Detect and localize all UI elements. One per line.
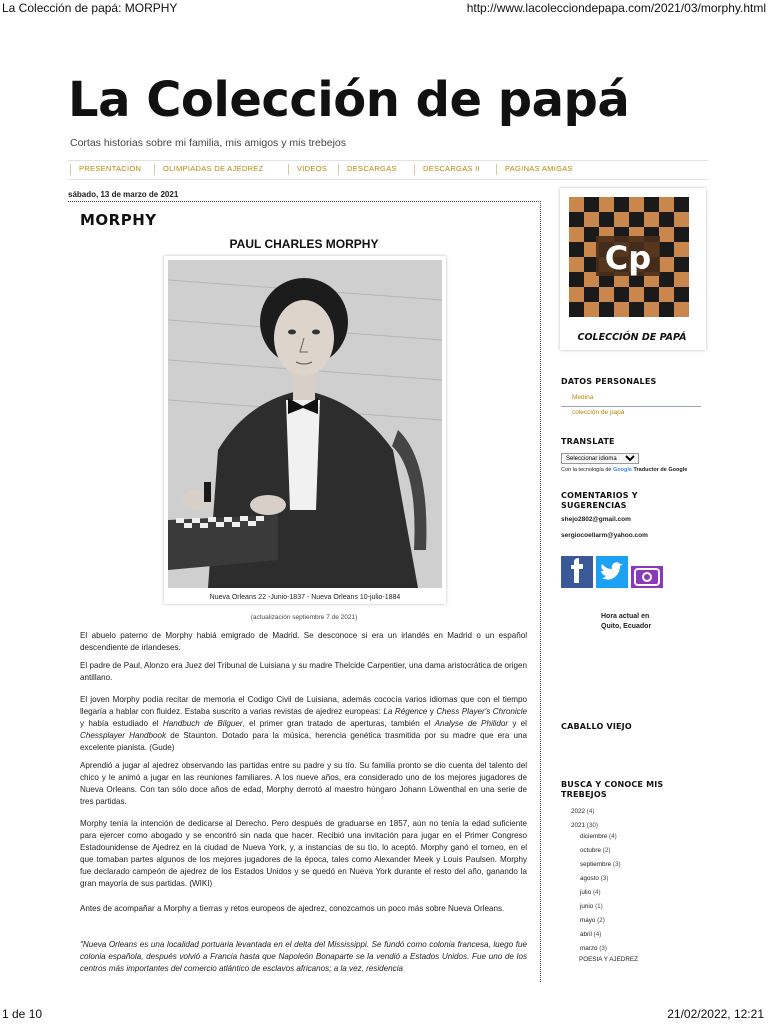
chessboard-square: [569, 212, 584, 227]
chessboard-square: [584, 287, 599, 302]
top-navigation: [68, 160, 708, 180]
morphy-portrait[interactable]: [164, 256, 446, 604]
chessboard-square: [659, 287, 674, 302]
archive-month[interactable]: [580, 931, 601, 938]
chessboard-square: [629, 287, 644, 302]
chessboard-square: [644, 302, 659, 317]
chessboard-square: [659, 197, 674, 212]
chessboard-square: [674, 287, 689, 302]
archive-label: abril: [580, 931, 592, 938]
archive-label: 2021: [571, 822, 586, 829]
archive-year-2021[interactable]: [571, 822, 598, 829]
widget-title-caballo: CABALLO VIEJO: [561, 722, 632, 731]
print-footer: [0, 1006, 768, 1024]
blog-title[interactable]: La Colección de papá: [68, 72, 630, 128]
chessboard-square: [599, 212, 614, 227]
nav-item-presentacion[interactable]: PRESENTACION: [70, 164, 141, 175]
chessboard-square: [569, 197, 584, 212]
post-paragraph: El abuelo paterno de Morphy habiá emigrado de Madrid. Se desconoce si era un irlandés en Madrid o un español descendiente de irlandeses.: [80, 631, 527, 652]
post-paragraph-text: , el primer gran tratado de aperturas, también el: [242, 718, 435, 728]
chessboard-square: [659, 212, 674, 227]
contact-email[interactable]: shejo2802@gmail.com: [561, 516, 631, 523]
nav-item-paginas-amigas[interactable]: PAGINAS AMIGAS: [496, 164, 573, 175]
post-subtitle: PAUL CHARLES MORPHY: [229, 237, 379, 251]
archive-count: (4): [592, 889, 601, 896]
archive-label: mayo: [580, 917, 596, 924]
chessboard-square: [599, 287, 614, 302]
chessboard-square: [674, 242, 689, 257]
archive-post-link[interactable]: POESIA Y AJEDREZ: [579, 956, 638, 963]
chessboard-square: [674, 197, 689, 212]
chessboard-square: [614, 302, 629, 317]
archive-month[interactable]: [580, 889, 601, 896]
archive-year-2022[interactable]: [571, 808, 594, 815]
chessboard-square: [569, 227, 584, 242]
post-quote: "Nueva Orleans es una localidad portuaria levantada en el delta del Mississippi. Se fundó como colonia francesa, luego fue colonia española, después volvió a Francia hasta que Napoleón Bonaparte se la vendió a Estados Unidos. Fue uno de los centros más importantes del comercio atlántico de esclavos africanos; a la vez, residencia: [80, 940, 527, 973]
badge-caption: COLECCIÓN DE PAPÁ: [577, 332, 687, 343]
post-paragraph: Morphy tenía la intención de dedicarse al Derecho. Pero después de graduarse en 1857, aún no tenía la edad suficiente para ejercer como abogado y se encontró sin nada que hacer. Recibió una invitación para jugar en el Primer Congreso Estadounidense de Ajedrez en la ciudad de Nueva York, y, a instancias de su tío, lo aceptó. Morphy ganó el torneo, en el que tomaban partes algunos de los mejores jugadores de la época, tales como Alexander Meek y Louis Paulsen. Morphy fue declarado campeón de ajedrez de los Estados Unidos y se quedó en Nueva York durante el resto del año, ganando la gran mayoría de sus partidas. (WIKI): [80, 819, 527, 888]
archive-count: (4): [593, 931, 602, 938]
nav-item-descargas[interactable]: DESCARGAS: [338, 164, 397, 175]
archive-count: (4): [609, 833, 617, 840]
translate-powered-by: [561, 467, 687, 473]
widget-title-datos: DATOS PERSONALES: [561, 377, 657, 386]
chessboard-square: [629, 302, 644, 317]
chessboard-square: [584, 302, 599, 317]
archive-label: junio: [580, 903, 594, 910]
archive-label: septiembre: [580, 861, 612, 868]
profile-blog-link[interactable]: colección de papá: [572, 409, 625, 416]
book-title: Chessplayer Handbook: [80, 730, 167, 740]
post-paragraph-text: El joven Morphy podía recitar de memoria el Codigo Civil de Luisiana, además cococía varios idiomas que con el tiempo llegaría a hablar con fluidez. Estaba suscrito a varias revistas de ajedrez europeas:: [80, 695, 527, 716]
chessboard-square: [659, 257, 674, 272]
chessboard-square: [659, 272, 674, 287]
chessboard-square: [659, 242, 674, 257]
chessboard-square: [599, 197, 614, 212]
archive-label: marzo: [580, 945, 598, 952]
archive-label: agosto: [580, 875, 599, 882]
twitter-icon[interactable]: [596, 556, 628, 588]
nav-item-videos[interactable]: VIDEOS: [288, 164, 327, 175]
post-paragraph: [80, 694, 527, 754]
print-url: http://www.lacolecciondepapa.com/2021/03/morphy.html: [466, 1, 766, 15]
chessboard-square: [614, 287, 629, 302]
chessboard-square: [599, 302, 614, 317]
archive-month[interactable]: [580, 833, 617, 840]
chessboard-square: [614, 197, 629, 212]
archive-month[interactable]: [580, 945, 607, 952]
chessboard-square: [569, 302, 584, 317]
post-paragraph: El padre de Paul, Alonzo era Juez del Tribunal de Luisiana y su madre Thelcide Carpentier, una dama aristocrática de origen antillano.: [80, 661, 527, 682]
archive-count: (3): [612, 861, 621, 868]
profile-name-link[interactable]: Medina: [572, 394, 594, 401]
widget-title-translate: TRANSLATE: [561, 437, 615, 446]
archive-label: octubre: [580, 847, 602, 854]
archive-count: (1): [595, 903, 603, 910]
post-paragraph-text: y: [427, 706, 437, 716]
instagram-icon[interactable]: [631, 566, 663, 588]
archive-month[interactable]: [580, 875, 608, 882]
journal-title: Chess Player's Chronicle: [436, 706, 527, 716]
chessboard-square: [659, 302, 674, 317]
archive-count: (3): [599, 945, 607, 952]
blog-description: Cortas historias sobre mi familia, mis amigos y mis trebejos: [70, 137, 346, 149]
chessboard-logo: [560, 188, 706, 350]
archive-month[interactable]: [580, 903, 603, 910]
archive-count: (4): [586, 808, 595, 815]
book-title: Analyse de Philidor: [434, 718, 509, 728]
widget-title-busca: BUSCA Y CONOCE MIS TREBEJOS: [561, 780, 664, 799]
chessboard-square: [629, 212, 644, 227]
chessboard-square: [674, 227, 689, 242]
google-logo: Google: [613, 467, 632, 473]
chessboard-square: [674, 302, 689, 317]
post-paragraph-text: y había estudiado el: [80, 718, 163, 728]
archive-count: (2): [602, 847, 611, 854]
print-header: [0, 0, 768, 16]
chessboard-square: [584, 197, 599, 212]
chessboard-square: [569, 242, 584, 257]
archive-label: diciembre: [580, 833, 608, 840]
chessboard-square: [584, 212, 599, 227]
print-page-title: La Colección de papá: MORPHY: [2, 1, 178, 15]
chessboard-square: [659, 227, 674, 242]
update-note: (actualización septiembre 7 de 2021): [250, 614, 358, 621]
chessboard-square: [614, 212, 629, 227]
portrait-image: [168, 260, 442, 588]
chessboard-square: [644, 287, 659, 302]
portrait-caption: Nueva Orleans 22 -Junio-1837 - Nueva Orleans 10-julio-1884: [209, 594, 401, 601]
archive-count: (3): [600, 875, 609, 882]
print-datetime: 21/02/2022, 12:21: [667, 1007, 764, 1021]
nav-item-olimpiadas[interactable]: OLIMPIADAS DE AJEDREZ: [154, 164, 264, 175]
contact-email[interactable]: sergiocoellarm@yahoo.com: [561, 532, 648, 539]
post-title[interactable]: MORPHY: [80, 211, 157, 229]
journal-title: La Régence: [383, 706, 428, 716]
nav-item-descargas-ii[interactable]: DESCARGAS II: [414, 164, 480, 175]
archive-month[interactable]: [580, 847, 610, 854]
archive-label: 2022: [571, 808, 586, 815]
post-paragraph: Antes de acompañar a Morphy a tierras y retos europeos de ajedrez, conozcamos un poco más sobre Nueva Orleans.: [80, 904, 505, 913]
translate-service-link[interactable]: Traductor de Google: [633, 467, 688, 473]
facebook-icon[interactable]: [561, 556, 593, 588]
chessboard-square: [644, 212, 659, 227]
chessboard-square: [629, 197, 644, 212]
archive-month[interactable]: [580, 917, 605, 924]
chessboard-square: [674, 272, 689, 287]
widget-divider: [561, 406, 701, 407]
archive-label: julio: [580, 889, 592, 896]
clock-label: Hora actual en: [601, 613, 650, 620]
blog-badge[interactable]: [560, 188, 706, 350]
language-select[interactable]: [561, 453, 639, 464]
badge-letters: Cp: [604, 239, 652, 277]
translate-powered-text: Con la tecnología de: [561, 467, 612, 473]
archive-count: (2): [597, 917, 605, 924]
widget-title-comentarios: COMENTARIOS Y SUGERENCIAS: [561, 491, 638, 510]
clock-place: Quito, Ecuador: [601, 623, 652, 630]
post-paragraph-text: y el: [508, 718, 527, 728]
chessboard-square: [644, 197, 659, 212]
chessboard-square: [674, 257, 689, 272]
chessboard-square: [569, 272, 584, 287]
chessboard-square: [569, 257, 584, 272]
archive-count: (30): [586, 822, 598, 829]
archive-month[interactable]: [580, 861, 621, 868]
post-date: sábado, 13 de marzo de 2021: [68, 190, 179, 199]
chessboard-square: [569, 287, 584, 302]
post-paragraph-text: de Staunton. Dotado para la música, herencia genética trasmitida por su madre que era una excelente pianista. (Gude): [80, 730, 528, 752]
post-paragraph: Aprendió a jugar al ajedrez observando las partidas entre su padre y su tío. Su familia pronto se dio cuenta del talento del chico y le animó a jugar en las reuniones familiares. A los nueve años, era considerado uno de los mejores jugadores de Nueva Orleans. Con tan sólo doce años de edad, Morphy derrotó al maestro húngaro Johann Löwenthal en una serie de tres partidas.: [80, 761, 527, 806]
chessboard-square: [674, 212, 689, 227]
print-page-counter: 1 de 10: [2, 1007, 43, 1021]
book-title: Handbuch de Bilguer: [162, 718, 243, 728]
